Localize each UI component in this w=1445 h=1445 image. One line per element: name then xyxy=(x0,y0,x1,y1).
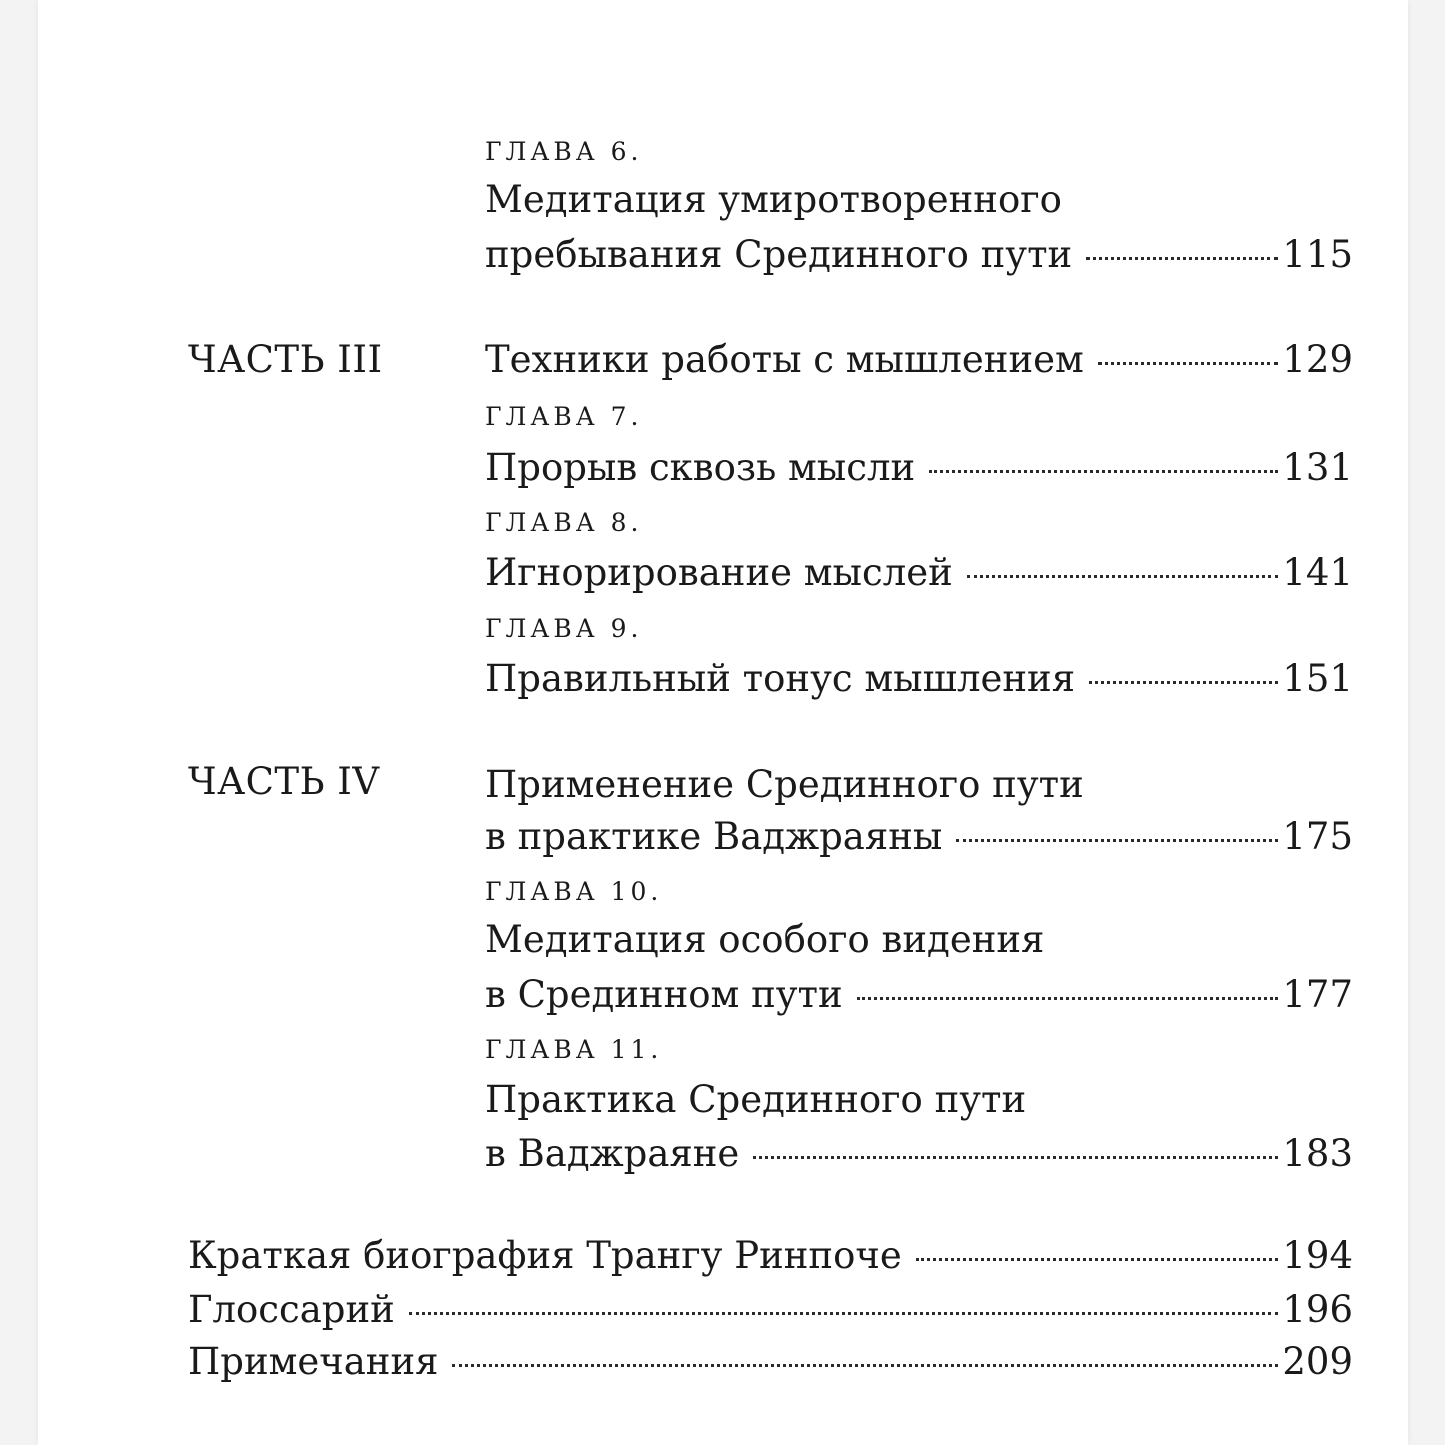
toc-entry-glossary[interactable] xyxy=(188,1288,1353,1331)
toc-entry-chapter-11[interactable] xyxy=(485,1132,1353,1175)
dot-leader xyxy=(857,997,1279,1000)
page-number: 209 xyxy=(1282,1340,1353,1383)
dot-leader xyxy=(967,575,1279,578)
dot-leader xyxy=(956,839,1278,842)
chapter-8-label: ГЛАВА 8. xyxy=(485,508,643,537)
page-number: 175 xyxy=(1282,815,1353,858)
chapter-9-title: Правильный тонус мышления xyxy=(485,657,1076,700)
toc-entry-chapter-8[interactable] xyxy=(485,551,1353,594)
chapter-6-title-line1: Медитация умиротворенного xyxy=(485,178,1062,221)
page-number: 183 xyxy=(1282,1132,1353,1175)
page-number: 141 xyxy=(1282,551,1353,594)
glossary-title: Глоссарий xyxy=(188,1288,395,1331)
page-number: 194 xyxy=(1282,1234,1353,1277)
chapter-11-title-line2: в Ваджраяне xyxy=(485,1132,740,1175)
part-4-title-line2: в практике Ваджраяны xyxy=(485,815,943,858)
chapter-6-label: ГЛАВА 6. xyxy=(485,137,643,166)
dot-leader xyxy=(916,1258,1279,1261)
page-number: 177 xyxy=(1282,973,1353,1016)
toc-entry-chapter-6[interactable] xyxy=(485,233,1353,276)
page-number: 129 xyxy=(1282,338,1353,381)
page-number: 131 xyxy=(1282,446,1353,489)
part-4-title-line1: Применение Срединного пути xyxy=(485,763,1084,806)
dot-leader xyxy=(1089,681,1278,684)
dot-leader xyxy=(452,1364,1278,1367)
toc-entry-part-3[interactable] xyxy=(485,338,1353,381)
toc-entry-chapter-7[interactable] xyxy=(485,446,1353,489)
chapter-7-label: ГЛАВА 7. xyxy=(485,402,643,431)
notes-title: Примечания xyxy=(188,1340,439,1383)
dot-leader xyxy=(753,1156,1278,1159)
dot-leader xyxy=(1086,257,1278,260)
dot-leader xyxy=(929,470,1278,473)
chapter-10-title-line2: в Срединном пути xyxy=(485,973,843,1016)
page-number: 115 xyxy=(1282,233,1353,276)
chapter-9-label: ГЛАВА 9. xyxy=(485,614,643,643)
chapter-8-title: Игнорирование мыслей xyxy=(485,551,953,594)
toc-entry-biography[interactable] xyxy=(188,1234,1353,1277)
chapter-10-label: ГЛАВА 10. xyxy=(485,877,663,906)
dot-leader xyxy=(409,1312,1279,1315)
dot-leader xyxy=(1098,362,1279,365)
toc-entry-chapter-9[interactable] xyxy=(485,657,1353,700)
toc-entry-part-4[interactable] xyxy=(485,815,1353,858)
toc-entry-chapter-10[interactable] xyxy=(485,973,1353,1016)
part-3-label: ЧАСТЬ III xyxy=(188,338,383,381)
part-3-title: Техники работы с мышлением xyxy=(485,338,1084,381)
biography-title: Краткая биография Трангу Ринпоче xyxy=(188,1234,902,1277)
page-number: 196 xyxy=(1282,1288,1353,1331)
chapter-10-title-line1: Медитация особого видения xyxy=(485,918,1045,961)
toc-entry-notes[interactable] xyxy=(188,1340,1353,1383)
chapter-7-title: Прорыв сквозь мысли xyxy=(485,446,916,489)
chapter-11-label: ГЛАВА 11. xyxy=(485,1035,663,1064)
page-number: 151 xyxy=(1282,657,1353,700)
chapter-11-title-line1: Практика Срединного пути xyxy=(485,1078,1027,1121)
chapter-6-title-line2: пребывания Срединного пути xyxy=(485,233,1073,276)
part-4-label: ЧАСТЬ IV xyxy=(188,760,380,803)
